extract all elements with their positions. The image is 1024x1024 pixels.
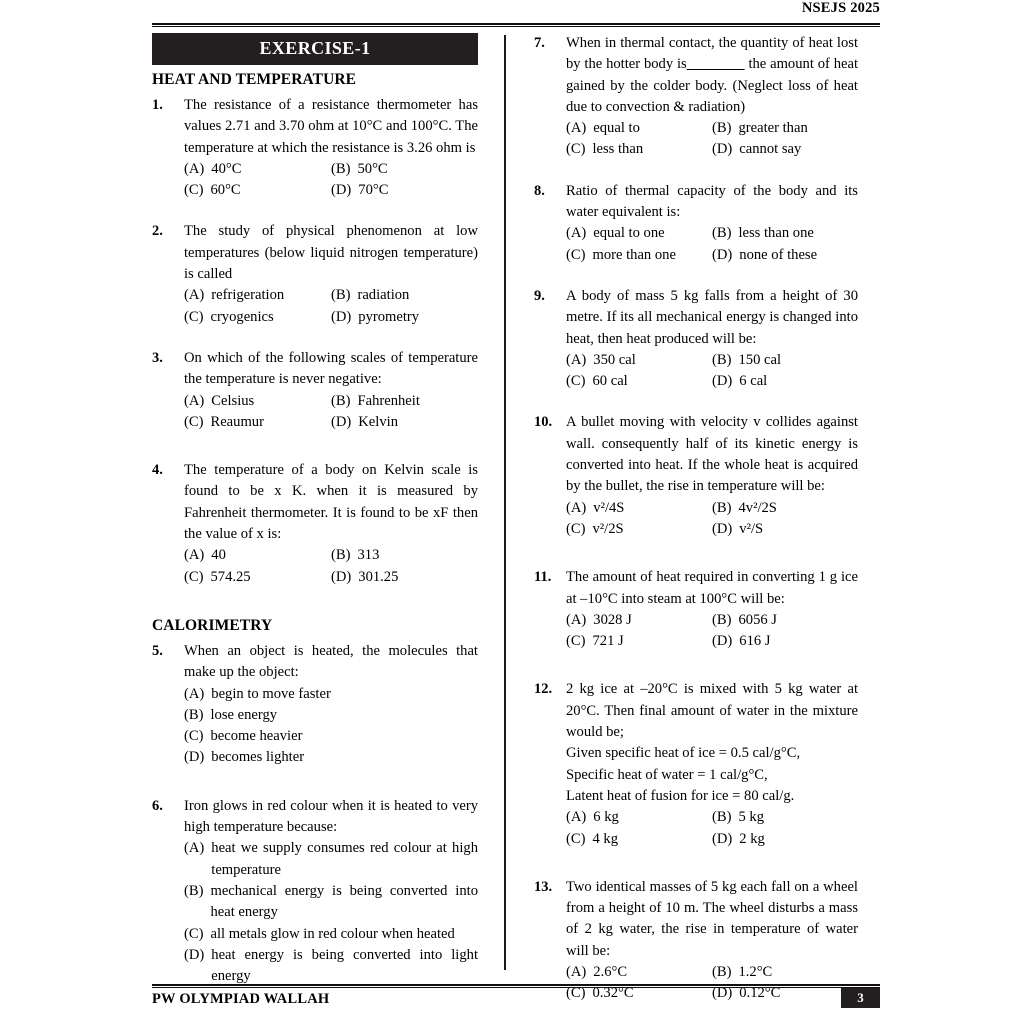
exam-title: NSEJS 2025 (801, 0, 880, 16)
option-text: 150 cal (738, 351, 782, 368)
option-text: 3028 J (593, 611, 632, 628)
option-text: 301.25 (358, 568, 399, 585)
spacer (534, 856, 858, 877)
given-line-1: Given specific heat of ice = 0.5 cal/g°C, (566, 745, 801, 762)
option-a[interactable] (566, 962, 712, 983)
option-text: 6056 J (738, 611, 777, 628)
option-d[interactable] (331, 180, 478, 201)
question-8 (534, 181, 858, 266)
option-b[interactable] (184, 881, 478, 924)
option-key: (B) (331, 392, 351, 409)
question-number: 8. (534, 182, 545, 199)
question-stem: 2 kg ice at –20°C is mixed with 5 kg water at 20°C. Then final amount of water in the mixture would be; (566, 681, 858, 741)
option-key: (D) (331, 568, 352, 585)
option-key: (A) (184, 160, 205, 177)
question-stem-part2: the amount of heat gained by the colder body. (Neglect loss of heat due to convection & radiation) (566, 56, 858, 115)
option-key: (A) (184, 287, 205, 304)
option-key: (B) (712, 120, 732, 137)
option-key: (D) (712, 985, 733, 1002)
option-c[interactable] (566, 519, 712, 540)
page-number-badge: 3 (841, 988, 880, 1008)
option-d[interactable] (331, 307, 478, 328)
option-key: (D) (712, 830, 733, 847)
options-list (566, 350, 858, 393)
question-4 (152, 460, 478, 588)
question-number: 13. (534, 878, 553, 895)
option-d[interactable] (184, 747, 478, 768)
option-b[interactable] (331, 545, 478, 566)
question-number: 2. (152, 223, 163, 240)
question-stem: Ratio of thermal capacity of the body and its water equivalent is: (566, 182, 858, 221)
option-b[interactable] (712, 498, 858, 519)
spacer (152, 594, 478, 615)
spacer (534, 167, 858, 181)
option-text: heat we supply consumes red colour at high temperature (211, 840, 478, 878)
right-column (516, 33, 858, 1002)
option-text: equal to one (593, 225, 665, 242)
option-b[interactable] (712, 223, 858, 244)
question-2 (152, 221, 478, 327)
option-text: 6 cal (739, 373, 768, 390)
option-text: Celsius (211, 392, 255, 409)
spacer (152, 775, 478, 796)
question-1 (152, 95, 478, 201)
option-key: (A) (566, 499, 587, 516)
spacer (152, 439, 478, 460)
option-key: (D) (712, 373, 733, 390)
option-text: mechanical energy is being converted into heat energy (210, 882, 478, 921)
option-a[interactable] (184, 838, 478, 881)
option-key: (D) (184, 946, 205, 963)
option-c[interactable] (184, 726, 478, 747)
option-text: 4v²/2S (738, 499, 777, 516)
spacer (152, 334, 478, 348)
option-key: (C) (184, 308, 204, 325)
question-12 (534, 679, 858, 849)
option-b[interactable] (712, 807, 858, 828)
option-d[interactable] (184, 945, 478, 988)
option-c[interactable] (566, 829, 712, 850)
question-stem: The study of physical phenomenon at low temperatures (below liquid nitrogen temperature) is called (184, 223, 478, 283)
option-text: 574.25 (210, 568, 251, 585)
option-d[interactable] (712, 519, 858, 540)
question-stem-part1: When in thermal contact, the quantity of heat lost by the hotter body is (566, 35, 858, 73)
option-text: 0.32°C (592, 985, 634, 1002)
option-a[interactable] (184, 285, 331, 306)
option-text: 40°C (211, 160, 242, 177)
option-a[interactable] (566, 498, 712, 519)
option-text: lose energy (210, 706, 278, 723)
options-list (184, 159, 478, 202)
question-3 (152, 348, 478, 433)
option-key: (C) (566, 985, 586, 1002)
option-b[interactable] (712, 350, 858, 371)
option-text: 350 cal (593, 351, 636, 368)
options-list (184, 545, 478, 588)
option-key: (B) (331, 547, 351, 564)
question-number: 7. (534, 35, 545, 51)
option-c[interactable] (184, 180, 331, 201)
option-text: v²/2S (592, 520, 624, 537)
option-c[interactable] (184, 412, 331, 433)
option-key: (C) (184, 925, 204, 942)
page-footer (152, 984, 880, 1008)
option-key: (C) (184, 413, 204, 430)
option-key: (A) (566, 611, 587, 628)
column-divider (504, 35, 506, 970)
options-list (566, 610, 858, 653)
option-key: (B) (712, 225, 732, 242)
option-text: 40 (211, 547, 226, 564)
option-key: (A) (566, 351, 587, 368)
option-c[interactable] (566, 245, 712, 266)
option-c[interactable] (566, 139, 712, 160)
question-5 (152, 641, 478, 769)
left-column (152, 33, 494, 985)
option-text: Reaumur (210, 413, 264, 430)
option-text: 2 kg (739, 830, 765, 847)
question-stem: A body of mass 5 kg falls from a height of 30 metre. If its all mechanical energy is changed into heat, then heat produced will be: (566, 287, 858, 347)
section-heading-calorimetry: CALORIMETRY (152, 616, 273, 634)
option-a[interactable] (184, 391, 331, 412)
question-11 (534, 567, 858, 652)
option-key: (D) (712, 633, 733, 650)
question-6 (152, 796, 478, 988)
exercise-banner: EXERCISE-1 (152, 33, 478, 65)
option-text: heat energy is being converted into light energy (211, 946, 478, 985)
option-key: (D) (331, 182, 352, 199)
spacer (534, 546, 858, 567)
option-c[interactable] (184, 924, 478, 945)
question-7 (534, 33, 858, 161)
option-text: v²/4S (593, 499, 625, 516)
option-key: (B) (712, 499, 732, 516)
option-key: (B) (712, 351, 732, 368)
option-text: 616 J (739, 633, 771, 650)
question-stem: When an object is heated, the molecules that make up the object: (184, 642, 478, 681)
option-key: (D) (712, 520, 733, 537)
options-list (566, 498, 858, 541)
option-key: (C) (566, 830, 586, 847)
option-a[interactable] (566, 807, 712, 828)
option-a[interactable] (566, 350, 712, 371)
option-key: (B) (184, 882, 204, 899)
option-d[interactable] (331, 412, 478, 433)
option-text: 1.2°C (738, 963, 773, 980)
option-key: (A) (566, 963, 587, 980)
option-text: 60°C (210, 182, 241, 199)
option-c[interactable] (566, 371, 712, 392)
option-key: (C) (566, 633, 586, 650)
option-key: (C) (566, 141, 586, 158)
option-b[interactable] (712, 962, 858, 983)
question-stem: The temperature of a body on Kelvin scale is found to be x K. when it is measured by Fahrenheit thermometer. It is found to be xF then the value of x is: (184, 462, 478, 543)
option-key: (D) (331, 308, 352, 325)
option-b[interactable] (712, 610, 858, 631)
option-text: radiation (357, 287, 410, 304)
option-text: more than one (592, 246, 676, 263)
option-text: refrigeration (211, 287, 285, 304)
option-text: all metals glow in red colour when heated (210, 925, 455, 942)
fill-in-blank (687, 56, 745, 72)
question-stem: The amount of heat required in converting 1 g ice at –10°C into steam at 100°C will be: (566, 569, 858, 607)
given-line-2: Specific heat of water = 1 cal/g°C, (566, 766, 768, 783)
option-b[interactable] (184, 705, 478, 726)
option-d[interactable] (712, 631, 858, 652)
option-text: cannot say (739, 141, 802, 158)
option-key: (A) (184, 685, 205, 702)
option-text: becomes lighter (211, 749, 305, 766)
option-a[interactable] (566, 118, 712, 139)
option-key: (B) (712, 809, 732, 826)
question-number: 10. (534, 414, 553, 431)
option-d[interactable] (712, 139, 858, 160)
options-list (184, 838, 478, 987)
option-key: (D) (184, 749, 205, 766)
question-number: 12. (534, 681, 553, 698)
question-number: 3. (152, 349, 163, 366)
option-a[interactable] (184, 545, 331, 566)
question-stem: Iron glows in red colour when it is heated to very high temperature because: (184, 797, 478, 836)
option-key: (D) (331, 413, 352, 430)
option-c[interactable] (184, 307, 331, 328)
question-9 (534, 286, 858, 392)
option-b[interactable] (331, 391, 478, 412)
question-number: 5. (152, 642, 163, 659)
option-d[interactable] (712, 245, 858, 266)
option-d[interactable] (331, 567, 478, 588)
option-b[interactable] (331, 159, 478, 180)
option-d[interactable] (712, 829, 858, 850)
option-a[interactable] (184, 159, 331, 180)
option-text: 313 (357, 547, 380, 564)
brand-name: PW OLYMPIAD WALLAH (152, 991, 330, 1007)
question-number: 4. (152, 462, 163, 479)
question-number: 11. (534, 569, 552, 586)
option-key: (A) (566, 809, 587, 826)
option-text: less than one (738, 225, 814, 242)
spacer (152, 207, 478, 221)
option-text: 50°C (357, 160, 388, 177)
option-text: 5 kg (738, 809, 765, 826)
option-text: equal to (593, 120, 640, 137)
option-key: (B) (184, 706, 204, 723)
spacer (534, 658, 858, 679)
option-key: (C) (184, 568, 204, 585)
option-key: (B) (331, 287, 351, 304)
option-text: pyrometry (358, 308, 420, 325)
option-key: (C) (184, 728, 204, 745)
option-text: 721 J (592, 633, 624, 650)
options-list (184, 285, 478, 328)
option-key: (A) (566, 225, 587, 242)
options-list (566, 118, 858, 161)
given-line-3: Latent heat of fusion for ice = 80 cal/g. (566, 787, 795, 804)
option-key: (C) (566, 373, 586, 390)
option-text: less than (592, 141, 644, 158)
option-key: (A) (566, 120, 587, 137)
option-key: (A) (184, 547, 205, 564)
option-key: (D) (712, 246, 733, 263)
spacer (534, 272, 858, 286)
option-key: (A) (184, 840, 205, 857)
option-text: v²/S (739, 520, 764, 537)
option-key: (B) (712, 963, 732, 980)
option-key: (D) (712, 141, 733, 158)
option-text: 60 cal (592, 373, 628, 390)
option-text: 0.12°C (739, 985, 781, 1002)
option-b[interactable] (331, 285, 478, 306)
question-number: 1. (152, 97, 163, 113)
option-text: 6 kg (593, 809, 619, 826)
option-key: (C) (184, 182, 204, 199)
spacer (534, 398, 858, 412)
option-text: begin to move faster (211, 685, 331, 702)
page-header (152, 0, 880, 22)
question-stem: Two identical masses of 5 kg each fall on a wheel from a height of 10 m. The wheel disturbs a mass of 2 kg water, the rise in temperature of water will be: (566, 878, 858, 959)
options-list (566, 807, 858, 850)
question-stem (566, 33, 858, 118)
option-b[interactable] (712, 118, 858, 139)
option-key: (C) (566, 246, 586, 263)
question-number: 9. (534, 287, 545, 304)
section-heading-heat-and-temperature: HEAT AND TEMPERATURE (152, 71, 357, 88)
options-list (184, 684, 478, 769)
option-key: (A) (184, 392, 205, 409)
option-text: Kelvin (358, 413, 398, 430)
options-list (566, 223, 858, 266)
option-text: 4 kg (592, 830, 619, 847)
option-key: (B) (712, 611, 732, 628)
option-text: become heavier (210, 728, 303, 745)
option-text: 2.6°C (593, 963, 628, 980)
option-d[interactable] (712, 371, 858, 392)
options-list (184, 391, 478, 434)
question-10 (534, 412, 858, 540)
option-a[interactable] (566, 223, 712, 244)
question-stem: A bullet moving with velocity v collides against wall. consequently half of its kinetic energy is converted into heat. If the whole heat is acquired by the bullet, the rise in temperature will be: (566, 414, 858, 495)
option-a[interactable] (184, 684, 478, 705)
option-text: greater than (738, 120, 808, 137)
question-stem: On which of the following scales of temperature the temperature is never negative: (184, 349, 478, 388)
question-number: 6. (152, 797, 163, 814)
question-stem: The resistance of a resistance thermometer has values 2.71 and 3.70 ohm at 10°C and 100°C. The temperature at which the resistance is 3.26 ohm is (184, 97, 478, 156)
option-a[interactable] (566, 610, 712, 631)
option-key: (B) (331, 160, 351, 177)
option-text: Fahrenheit (357, 392, 420, 409)
option-text: none of these (739, 246, 818, 263)
option-c[interactable] (566, 631, 712, 652)
option-key: (C) (566, 520, 586, 537)
option-text: cryogenics (210, 308, 274, 325)
option-c[interactable] (184, 567, 331, 588)
option-text: 70°C (358, 182, 389, 199)
